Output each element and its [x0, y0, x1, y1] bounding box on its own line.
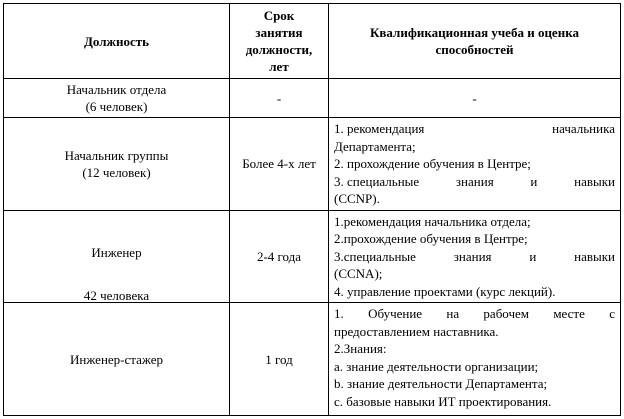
- positions-table: [3, 3, 621, 416]
- position-cell: Начальник отдела (6 человек): [4, 79, 230, 118]
- term-cell: Более 4-х лет: [230, 118, 329, 211]
- table-row: [4, 303, 621, 416]
- header-term: Срок занятия должности, лет: [230, 4, 329, 79]
- training-cell: 1.рекомендация начальника отдела; 2.прохождение обучения в Центре; 3.специальные знания и навыки (CCNA); 4. управление проектами (курс лекций).: [329, 210, 621, 303]
- training-cell: 1. Обучение на рабочем месте с предоставлением наставника. 2.Знания: a. знание деятельности организации; b. знание деятельности Департамента; c. базовые навыки ИТ проектирования.: [329, 303, 621, 416]
- training-line: 1. рекомендация начальника: [334, 121, 615, 136]
- table-row: [4, 79, 621, 118]
- training-cell: -: [329, 79, 621, 118]
- position-cell: Инженер-стажер: [4, 303, 230, 416]
- term-cell: 2-4 года: [230, 210, 329, 303]
- training-cell: 1. рекомендация начальника Департамента; 2. прохождение обучения в Центре; 3. специальные знания и навыки (CCNP).: [329, 118, 621, 211]
- training-line: 3. специальные знания и навыки: [334, 173, 615, 189]
- header-position: Должность: [4, 4, 230, 79]
- table-row: [4, 210, 621, 303]
- training-line: 3.специальные знания и навыки: [334, 248, 615, 264]
- training-line: 1. Обучение на рабочем месте с: [334, 306, 615, 321]
- header-row: [4, 4, 621, 79]
- table-row: [4, 118, 621, 211]
- term-cell: -: [230, 79, 329, 118]
- position-cell: Инженер 42 человека: [4, 210, 230, 303]
- term-cell: 1 год: [230, 303, 329, 416]
- header-training: Квалификационная учеба и оценка способностей: [329, 4, 621, 79]
- position-cell: Начальник группы (12 человек): [4, 118, 230, 211]
